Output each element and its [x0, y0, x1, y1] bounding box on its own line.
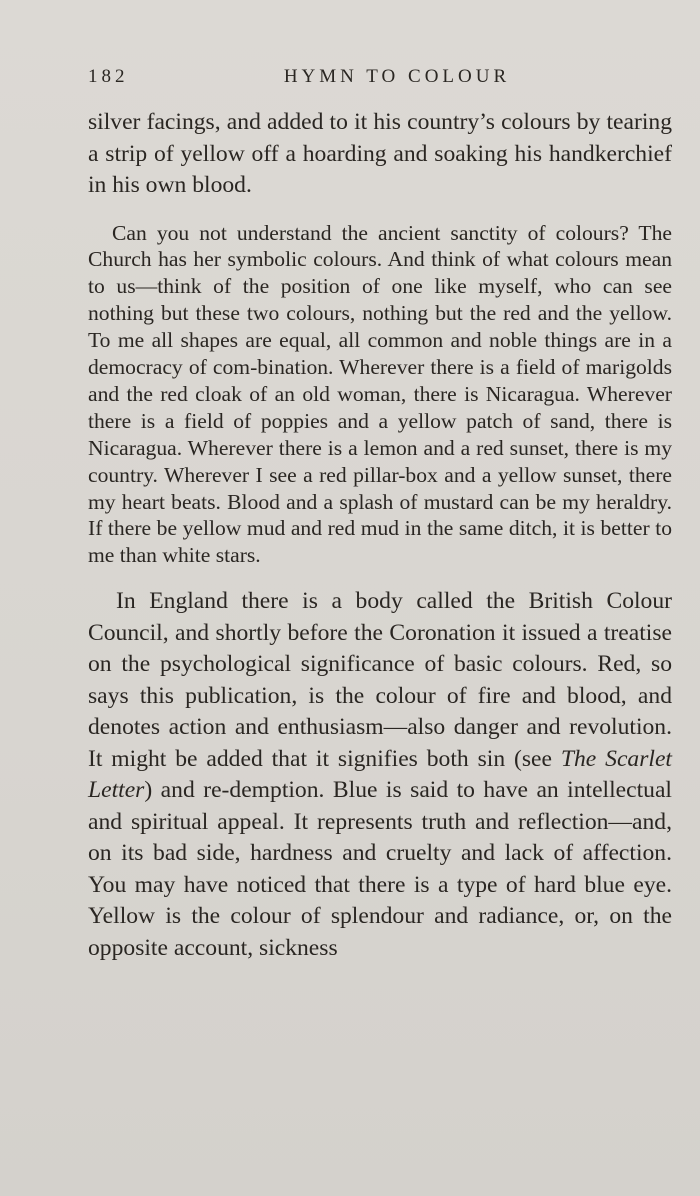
- paragraph-2: Can you not understand the ancient sanctity of colours? The Church has her symbolic colours. And think of what colours mean to us—think of the position of one like myself, who can see nothing but these two colours, nothing but the red and the yellow. To me all shapes are equal, all common and noble things are in a democracy of com-bination. Wherever there is a field of marigolds and the red cloak of an old woman, there is Nicaragua. Wherever there is a field of poppies and a yellow patch of sand, there is Nicaragua. Wherever there is a lemon and a red sunset, there is my country. Wherever I see a red pillar-box and a yellow sunset, there my heart beats. Blood and a splash of mustard can be my heraldry. If there be yellow mud and red mud in the same ditch, it is better to me than white stars.: [88, 220, 672, 568]
- book-title-italic: The Scarlet Letter: [88, 745, 672, 804]
- paragraph-3-part-a: In England there is a body called the British Colour Council, and shortly before the Coronation it issued a treatise on the psychological significance of basic colours. Red, so says this publication, is the colour of fire and blood, and denotes action and enthusiasm—also danger and revolution. It might be added that it signifies both sin (see: [88, 588, 672, 772]
- page-number: 182: [88, 66, 129, 87]
- page-header: [88, 66, 672, 94]
- running-head: HYMN TO COLOUR: [283, 66, 511, 87]
- paragraph-3-part-b: ) and re-demption. Blue is said to have an intellectual and spiritual appeal. It represents truth and reflection—and, on its bad side, hardness and cruelty and lack of affection. You may have noticed that there is a type of hard blue eye. Yellow is the colour of splendour and radiance, or, on the opposite account, sickness: [88, 777, 672, 961]
- paragraph-3: [88, 586, 672, 964]
- body-text: [88, 107, 672, 964]
- paragraph-1: silver facings, and added to it his country’s colours by tearing a strip of yellow off a hoarding and soaking his handkerchief in his own blood.: [88, 109, 672, 198]
